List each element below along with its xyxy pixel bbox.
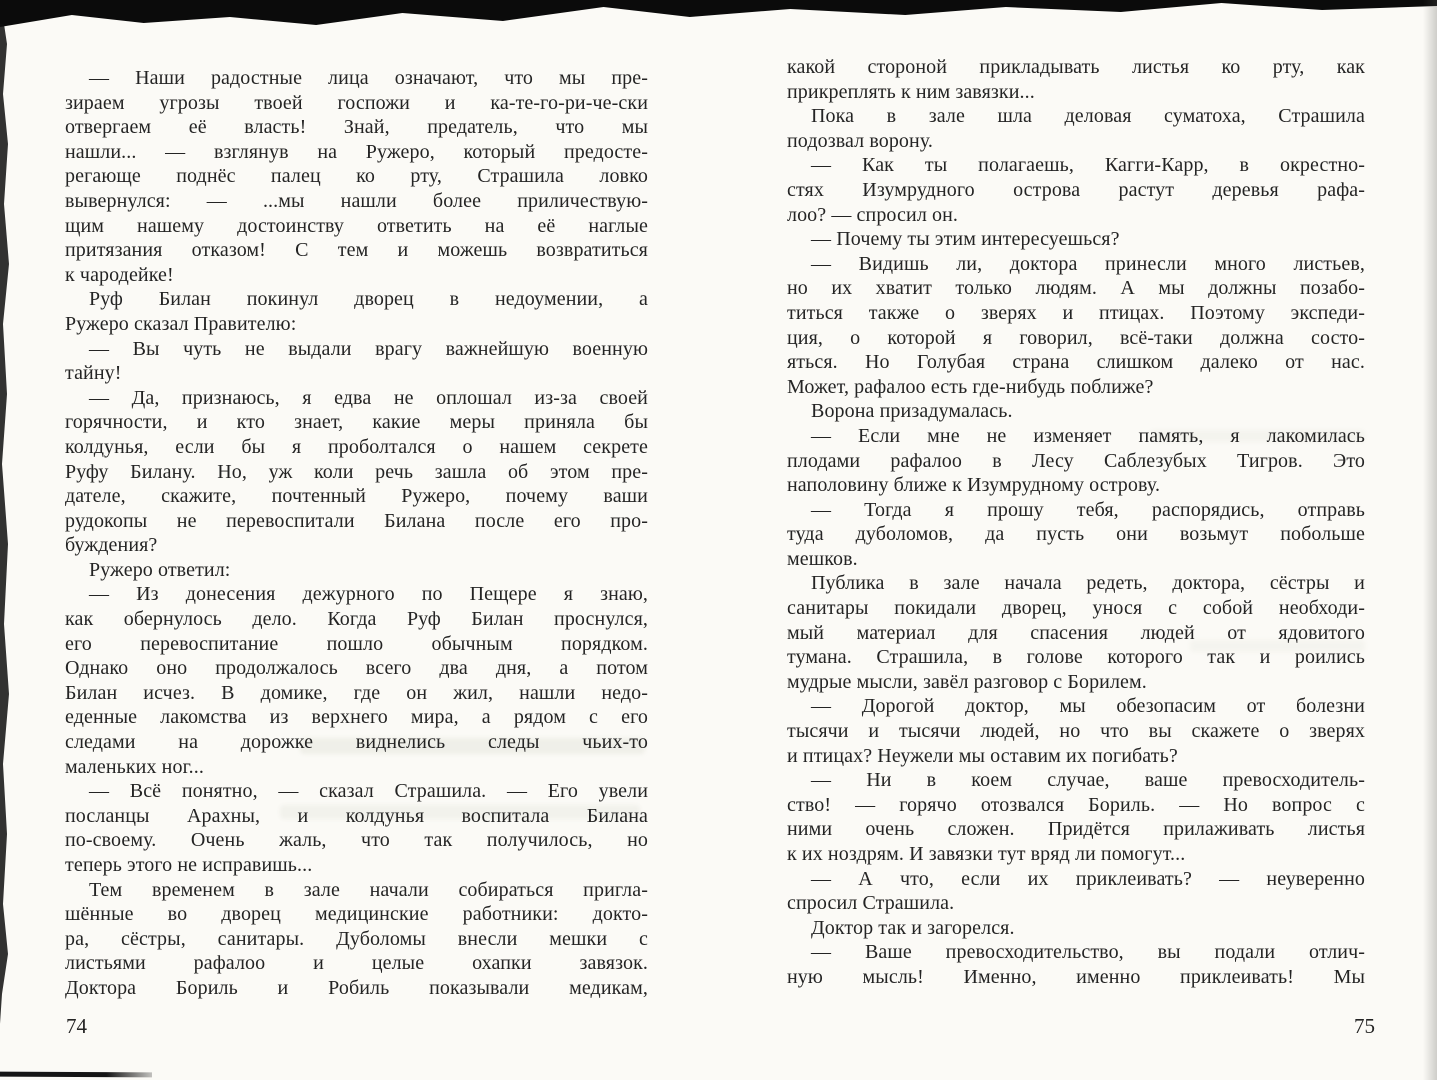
text-line: — Видишь ли, доктора принесли много листьев, (811, 252, 1365, 275)
text-line: Ружеро ответил: (89, 558, 231, 581)
book-page-right (787, 55, 1365, 990)
text-line: мудрые мысли, завёл разговор с Борилем. (787, 670, 1147, 693)
text-line: ция, о которой я говорил, всё-таки должна состо- (787, 326, 1365, 349)
text-line: нашли... — взглянув на Ружеро, который предосте- (65, 140, 648, 163)
text-line: — А что, если их приклеивать? — неуверенно (811, 867, 1365, 890)
text-line: тумана. Страшила, в голове которого так и роились (787, 646, 1365, 669)
text-line: плодами рафалоо в Лесу Саблезубых Тигров. Это (787, 449, 1365, 472)
text-line: Доктор так и загорелся. (811, 916, 1015, 939)
text-line: какой стороной прикладывать листья ко рту, как (787, 56, 1365, 78)
text-line: регающе поднёс палец ко рту, Страшила ловко (65, 165, 648, 188)
text-line: — Дорогой доктор, мы обезопасим от болезни (811, 695, 1365, 718)
text-line: — Всё понятно, — сказал Страшила. — Его увели (89, 780, 648, 803)
text-line: и птицах? Неужели мы оставим их погибать? (787, 744, 1178, 767)
text-line: посланцы Арахны, и колдунья воспитала Билана (65, 804, 648, 827)
text-line: — Да, признаюсь, я едва не оплошал из-за своей (89, 386, 648, 409)
text-line: маленьких ног... (65, 755, 204, 778)
text-line: спросил Страшила. (787, 892, 955, 915)
text-line: Руфу Билану. Но, уж коли речь зашла об этом пре- (65, 460, 648, 483)
text-line: ство! — горячо отозвался Бориль. — Но вопрос с (787, 793, 1365, 816)
text-line: санитары покидали дворец, унося с собой необходи- (787, 597, 1365, 620)
text-line: титься также о зверях и птицах. Поэтому экспеди- (787, 301, 1365, 324)
text-line: — Почему ты этим интересуешься? (811, 228, 1120, 251)
text-line: шённые во дворец медицинские работники: докто- (65, 903, 648, 926)
text-line: его перевоспитание пошло обычным порядком. (65, 632, 648, 655)
text-line: Доктора Бориль и Робиль показывали медикам, (65, 976, 648, 999)
text-line: ную мысль! Именно, именно приклеивать! Мы (787, 965, 1365, 988)
scan-edge-top (0, 0, 1437, 28)
text-line: — Из донесения дежурного по Пещере я знаю, (89, 583, 648, 606)
text-line: теперь этого не исправишь... (65, 854, 313, 876)
text-line: следами на дорожке виднелись следы чьих-то (65, 731, 648, 754)
text-line: тысячи и тысячи людей, но что вы скажете о зверях (787, 720, 1365, 743)
text-line: туда дуболомов, да пусть они возьмут побольше (787, 523, 1365, 546)
text-line: дателе, скажите, почтенный Ружеро, почему ваши (65, 485, 648, 508)
text-line: к их ноздрям. И завязки тут вряд ли помогут... (787, 843, 1186, 865)
text-line: еденные лакомства из верхнего мира, а рядом с его (65, 706, 648, 729)
scan-edge-bottom (0, 1072, 152, 1078)
text-line: к чародейке! (65, 263, 174, 286)
text-line: щим нашему достоинству ответить на её наглые (65, 214, 648, 237)
page-number-right: 75 (1354, 1014, 1375, 1038)
text-line: Тем временем в зале начали собираться пригла- (89, 878, 648, 901)
text-line: — Ваше превосходительство, вы подали отлич- (811, 941, 1365, 964)
text-line: подозвал ворону. (787, 129, 934, 152)
text-line: Ворона призадумалась. (811, 400, 1013, 423)
text-line: буждения? (65, 534, 158, 557)
text-line: стях Изумрудного острова растут деревья рафа- (787, 178, 1365, 201)
text-line: тайну! (65, 362, 122, 385)
text-line: — Наши радостные лица означают, что мы пре- (89, 67, 648, 89)
text-line: отвергаем её власть! Знай, предатель, что мы (65, 116, 648, 139)
text-line: яться. Но Голубая страна слишком далеко от нас. (787, 351, 1365, 374)
text-line: Публика в зале начала редеть, доктора, сёстры и (811, 572, 1365, 595)
text-line: ра, сёстры, санитары. Дуболомы внесли мешки с (65, 927, 648, 950)
text-line: Ружеро сказал Правителю: (65, 312, 297, 335)
text-line: вывернулся: — ...мы нашли более приличествую- (65, 189, 648, 212)
text-line: Билан исчез. В домике, где он жил, нашли недо- (65, 681, 648, 704)
text-line: лоо? — спросил он. (787, 203, 958, 226)
text-line: рудокопы не перевоспитали Билана после его про- (65, 509, 648, 532)
text-line: мый материал для спасения людей от ядовитого (787, 621, 1365, 644)
scan-edge-left (0, 24, 9, 1024)
page-number-left: 74 (66, 1014, 87, 1038)
text-line: — Тогда я прошу тебя, распорядись, отправь (811, 498, 1365, 521)
text-line: ними очень сложен. Придётся прилаживать листья (787, 818, 1365, 841)
text-line: Руф Билан покинул дворец в недоумении, а (89, 288, 648, 311)
text-line: листьями рафалоо и целые охапки завязок. (65, 952, 648, 975)
text-line: Пока в зале шла деловая суматоха, Страшила (811, 105, 1365, 128)
text-line: — Как ты полагаешь, Кагги-Карр, в окрестно- (811, 154, 1365, 177)
text-line: колдунья, если бы я проболтался о нашем секрете (65, 435, 648, 458)
text-line: притязания отказом! С тем и можешь возвратиться (65, 239, 648, 262)
text-line: — Ни в коем случае, ваше превосходитель- (811, 769, 1365, 792)
text-line: горячности, и кто знает, какие меры приняла бы (65, 411, 648, 434)
text-line: Может, рафалоо есть где-нибудь поближе? (787, 375, 1154, 398)
text-line: Однако оно продолжалось всего два дня, а потом (65, 657, 648, 680)
text-line: наполовину ближе к Изумрудному острову. (787, 474, 1161, 497)
book-page-left (65, 66, 648, 1001)
text-line: — Если мне не изменяет память, я лакомилась (811, 424, 1365, 447)
text-line: прикреплять к ним завязки... (787, 80, 1035, 103)
text-line: как обернулось дело. Когда Руф Билан проснулся, (65, 608, 648, 631)
text-line: по-своему. Очень жаль, что так получилось, но (65, 829, 648, 852)
text-line: зираем угрозы твоей госпожи и ка-те-го-ри-че-ски (65, 91, 648, 114)
text-line: мешков. (787, 547, 858, 570)
text-line: но их хватит только людям. А мы должны позабо- (787, 277, 1365, 300)
text-line: — Вы чуть не выдали врагу важнейшую военную (89, 337, 648, 360)
page-curl-shadow (1423, 0, 1437, 1080)
